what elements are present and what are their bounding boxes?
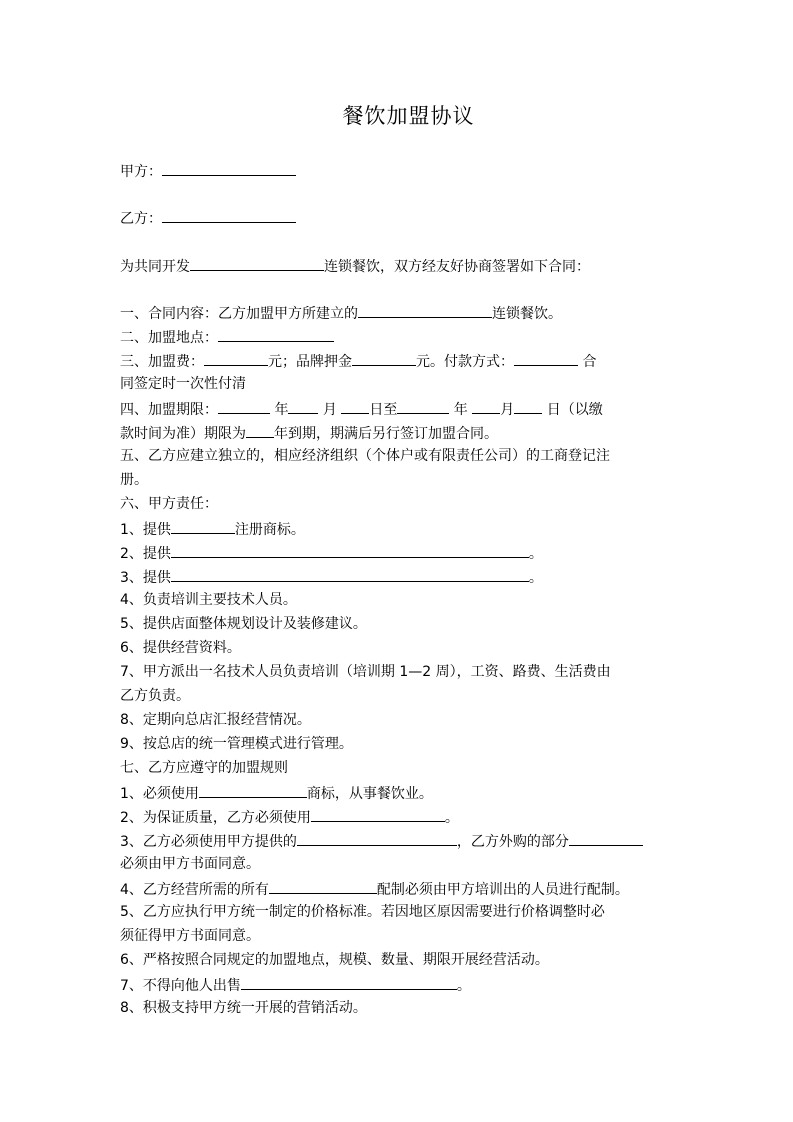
contract-line bbox=[120, 830, 680, 852]
line-text: 3、乙方必须使用甲方提供的 bbox=[120, 834, 297, 850]
contract-line bbox=[120, 638, 680, 658]
line-text: 3、提供 bbox=[120, 570, 171, 586]
line-text: 。 bbox=[444, 810, 459, 826]
contract-line bbox=[120, 806, 680, 828]
contract-line bbox=[120, 710, 680, 730]
line-text: 7、不得向他人出售 bbox=[120, 978, 241, 994]
fill-in-blank[interactable] bbox=[352, 350, 416, 366]
fill-in-blank[interactable] bbox=[246, 422, 274, 438]
contract-line bbox=[120, 494, 680, 514]
contract-line bbox=[120, 446, 680, 466]
contract-line bbox=[120, 590, 680, 610]
contract-line bbox=[120, 878, 680, 900]
line-text: 年到期，期满后另行签订加盟合同。 bbox=[274, 426, 498, 442]
line-text: 连锁餐饮，双方经友好协商签署如下合同： bbox=[324, 259, 590, 275]
contract-line bbox=[120, 207, 680, 229]
line-text: 为共同开发 bbox=[120, 259, 190, 275]
fill-in-blank[interactable] bbox=[514, 350, 578, 366]
line-text: 须征得甲方书面同意。 bbox=[120, 928, 260, 944]
line-text: 。 bbox=[456, 978, 471, 994]
fill-in-blank[interactable] bbox=[397, 398, 449, 414]
line-text: 6、提供经营资料。 bbox=[120, 640, 241, 656]
fill-in-blank[interactable] bbox=[514, 398, 542, 414]
fill-in-blank[interactable] bbox=[341, 398, 369, 414]
contract-line bbox=[120, 326, 680, 348]
fill-in-blank[interactable] bbox=[204, 350, 268, 366]
fill-in-blank[interactable] bbox=[269, 878, 377, 894]
contract-line bbox=[120, 854, 680, 874]
line-text: 合 bbox=[578, 354, 597, 370]
line-text: 连锁餐饮。 bbox=[492, 306, 562, 322]
line-text: 7、甲方派出一名技术人员负责培训（培训期 1—2 周），工资、路费、生活费由 bbox=[120, 664, 611, 680]
line-text: 年 bbox=[449, 402, 473, 418]
line-text: 5、乙方应执行甲方统一制定的价格标准。若因地区原因需要进行价格调整时必 bbox=[120, 904, 605, 920]
fill-in-blank[interactable] bbox=[218, 398, 270, 414]
fill-in-blank[interactable] bbox=[241, 974, 457, 990]
contract-line bbox=[120, 734, 680, 754]
line-text: 七、乙方应遵守的加盟规则 bbox=[120, 760, 288, 776]
line-text: ，乙方外购的部分 bbox=[456, 834, 569, 850]
line-text: 同签定时一次性付清 bbox=[120, 376, 246, 392]
line-text: 乙方： bbox=[120, 211, 162, 227]
line-text: 元。付款方式： bbox=[416, 354, 514, 370]
fill-in-blank[interactable] bbox=[171, 518, 235, 534]
line-text: 甲方： bbox=[120, 164, 162, 180]
line-text: 1、必须使用 bbox=[120, 786, 199, 802]
contract-line bbox=[120, 374, 680, 394]
line-text: 2、提供 bbox=[120, 546, 171, 562]
line-text: 元；品牌押金 bbox=[268, 354, 352, 370]
line-text: 注册商标。 bbox=[234, 522, 305, 538]
line-text: 四、加盟期限： bbox=[120, 402, 218, 418]
contract-line bbox=[120, 614, 680, 634]
line-text: 月 bbox=[318, 402, 342, 418]
fill-in-blank[interactable] bbox=[311, 806, 445, 822]
line-text: 六、甲方责任： bbox=[120, 496, 218, 512]
line-text: 五、乙方应建立独立的，相应经济组织（个体户或有限责任公司）的工商登记注 bbox=[120, 448, 610, 464]
contract-line bbox=[120, 470, 680, 490]
line-text: 8、定期向总店汇报经营情况。 bbox=[120, 712, 311, 728]
contract-line bbox=[120, 902, 680, 922]
line-text: 必须由甲方书面同意。 bbox=[120, 856, 260, 872]
contract-line bbox=[120, 255, 680, 277]
contract-line bbox=[120, 422, 680, 444]
line-text: 1、提供 bbox=[120, 522, 171, 538]
fill-in-blank[interactable] bbox=[288, 398, 318, 414]
contract-line bbox=[120, 350, 680, 372]
line-text: 二、加盟地点： bbox=[120, 330, 218, 346]
line-text: 4、负责培训主要技术人员。 bbox=[120, 592, 297, 608]
line-text: 8、积极支持甲方统一开展的营销活动。 bbox=[120, 1000, 367, 1016]
line-text: 一、合同内容：乙方加盟甲方所建立的 bbox=[120, 306, 358, 322]
contract-line bbox=[120, 926, 680, 946]
line-text: 配制必须由甲方培训出的人员进行配制。 bbox=[376, 882, 629, 898]
contract-line bbox=[120, 302, 680, 324]
contract-line bbox=[120, 950, 680, 970]
line-text: 年 bbox=[270, 402, 289, 418]
contract-line bbox=[120, 782, 680, 804]
contract-line bbox=[120, 160, 680, 182]
fill-in-blank[interactable] bbox=[162, 207, 296, 223]
line-text: 日至 bbox=[369, 402, 398, 418]
line-text: 日（以缴 bbox=[542, 402, 603, 418]
fill-in-blank[interactable] bbox=[171, 566, 529, 582]
line-text: 商标，从事餐饮业。 bbox=[306, 786, 433, 802]
contract-line bbox=[120, 662, 680, 682]
fill-in-blank[interactable] bbox=[358, 302, 492, 318]
fill-in-blank[interactable] bbox=[218, 326, 334, 342]
contract-line bbox=[120, 758, 680, 778]
fill-in-blank[interactable] bbox=[472, 398, 500, 414]
line-text: 款时间为准）期限为 bbox=[120, 426, 246, 442]
line-text: 2、为保证质量，乙方必须使用 bbox=[120, 810, 311, 826]
contract-line bbox=[120, 542, 680, 564]
line-text: 6、严格按照合同规定的加盟地点，规模、数量、期限开展经营活动。 bbox=[120, 952, 549, 968]
contract-line bbox=[120, 398, 680, 420]
line-text: 月 bbox=[500, 402, 515, 418]
fill-in-blank[interactable] bbox=[190, 255, 324, 271]
document-title: 餐饮加盟协议 bbox=[342, 104, 475, 128]
fill-in-blank[interactable] bbox=[199, 782, 307, 798]
fill-in-blank[interactable] bbox=[171, 542, 529, 558]
fill-in-blank[interactable] bbox=[569, 830, 643, 846]
contract-line bbox=[120, 974, 680, 996]
contract-line bbox=[120, 566, 680, 588]
line-text: 9、按总店的统一管理模式进行管理。 bbox=[120, 736, 353, 752]
fill-in-blank[interactable] bbox=[162, 160, 296, 176]
contract-line bbox=[120, 998, 680, 1018]
line-text: 5、提供店面整体规划设计及装修建议。 bbox=[120, 616, 367, 632]
contract-line bbox=[120, 518, 680, 540]
fill-in-blank[interactable] bbox=[297, 830, 457, 846]
line-text: 。 bbox=[528, 570, 543, 586]
line-text: 三、加盟费： bbox=[120, 354, 204, 370]
line-text: 乙方负责。 bbox=[120, 688, 190, 704]
line-text: 。 bbox=[528, 546, 543, 562]
line-text: 4、乙方经营所需的所有 bbox=[120, 882, 269, 898]
line-text: 册。 bbox=[120, 472, 148, 488]
contract-line bbox=[120, 686, 680, 706]
